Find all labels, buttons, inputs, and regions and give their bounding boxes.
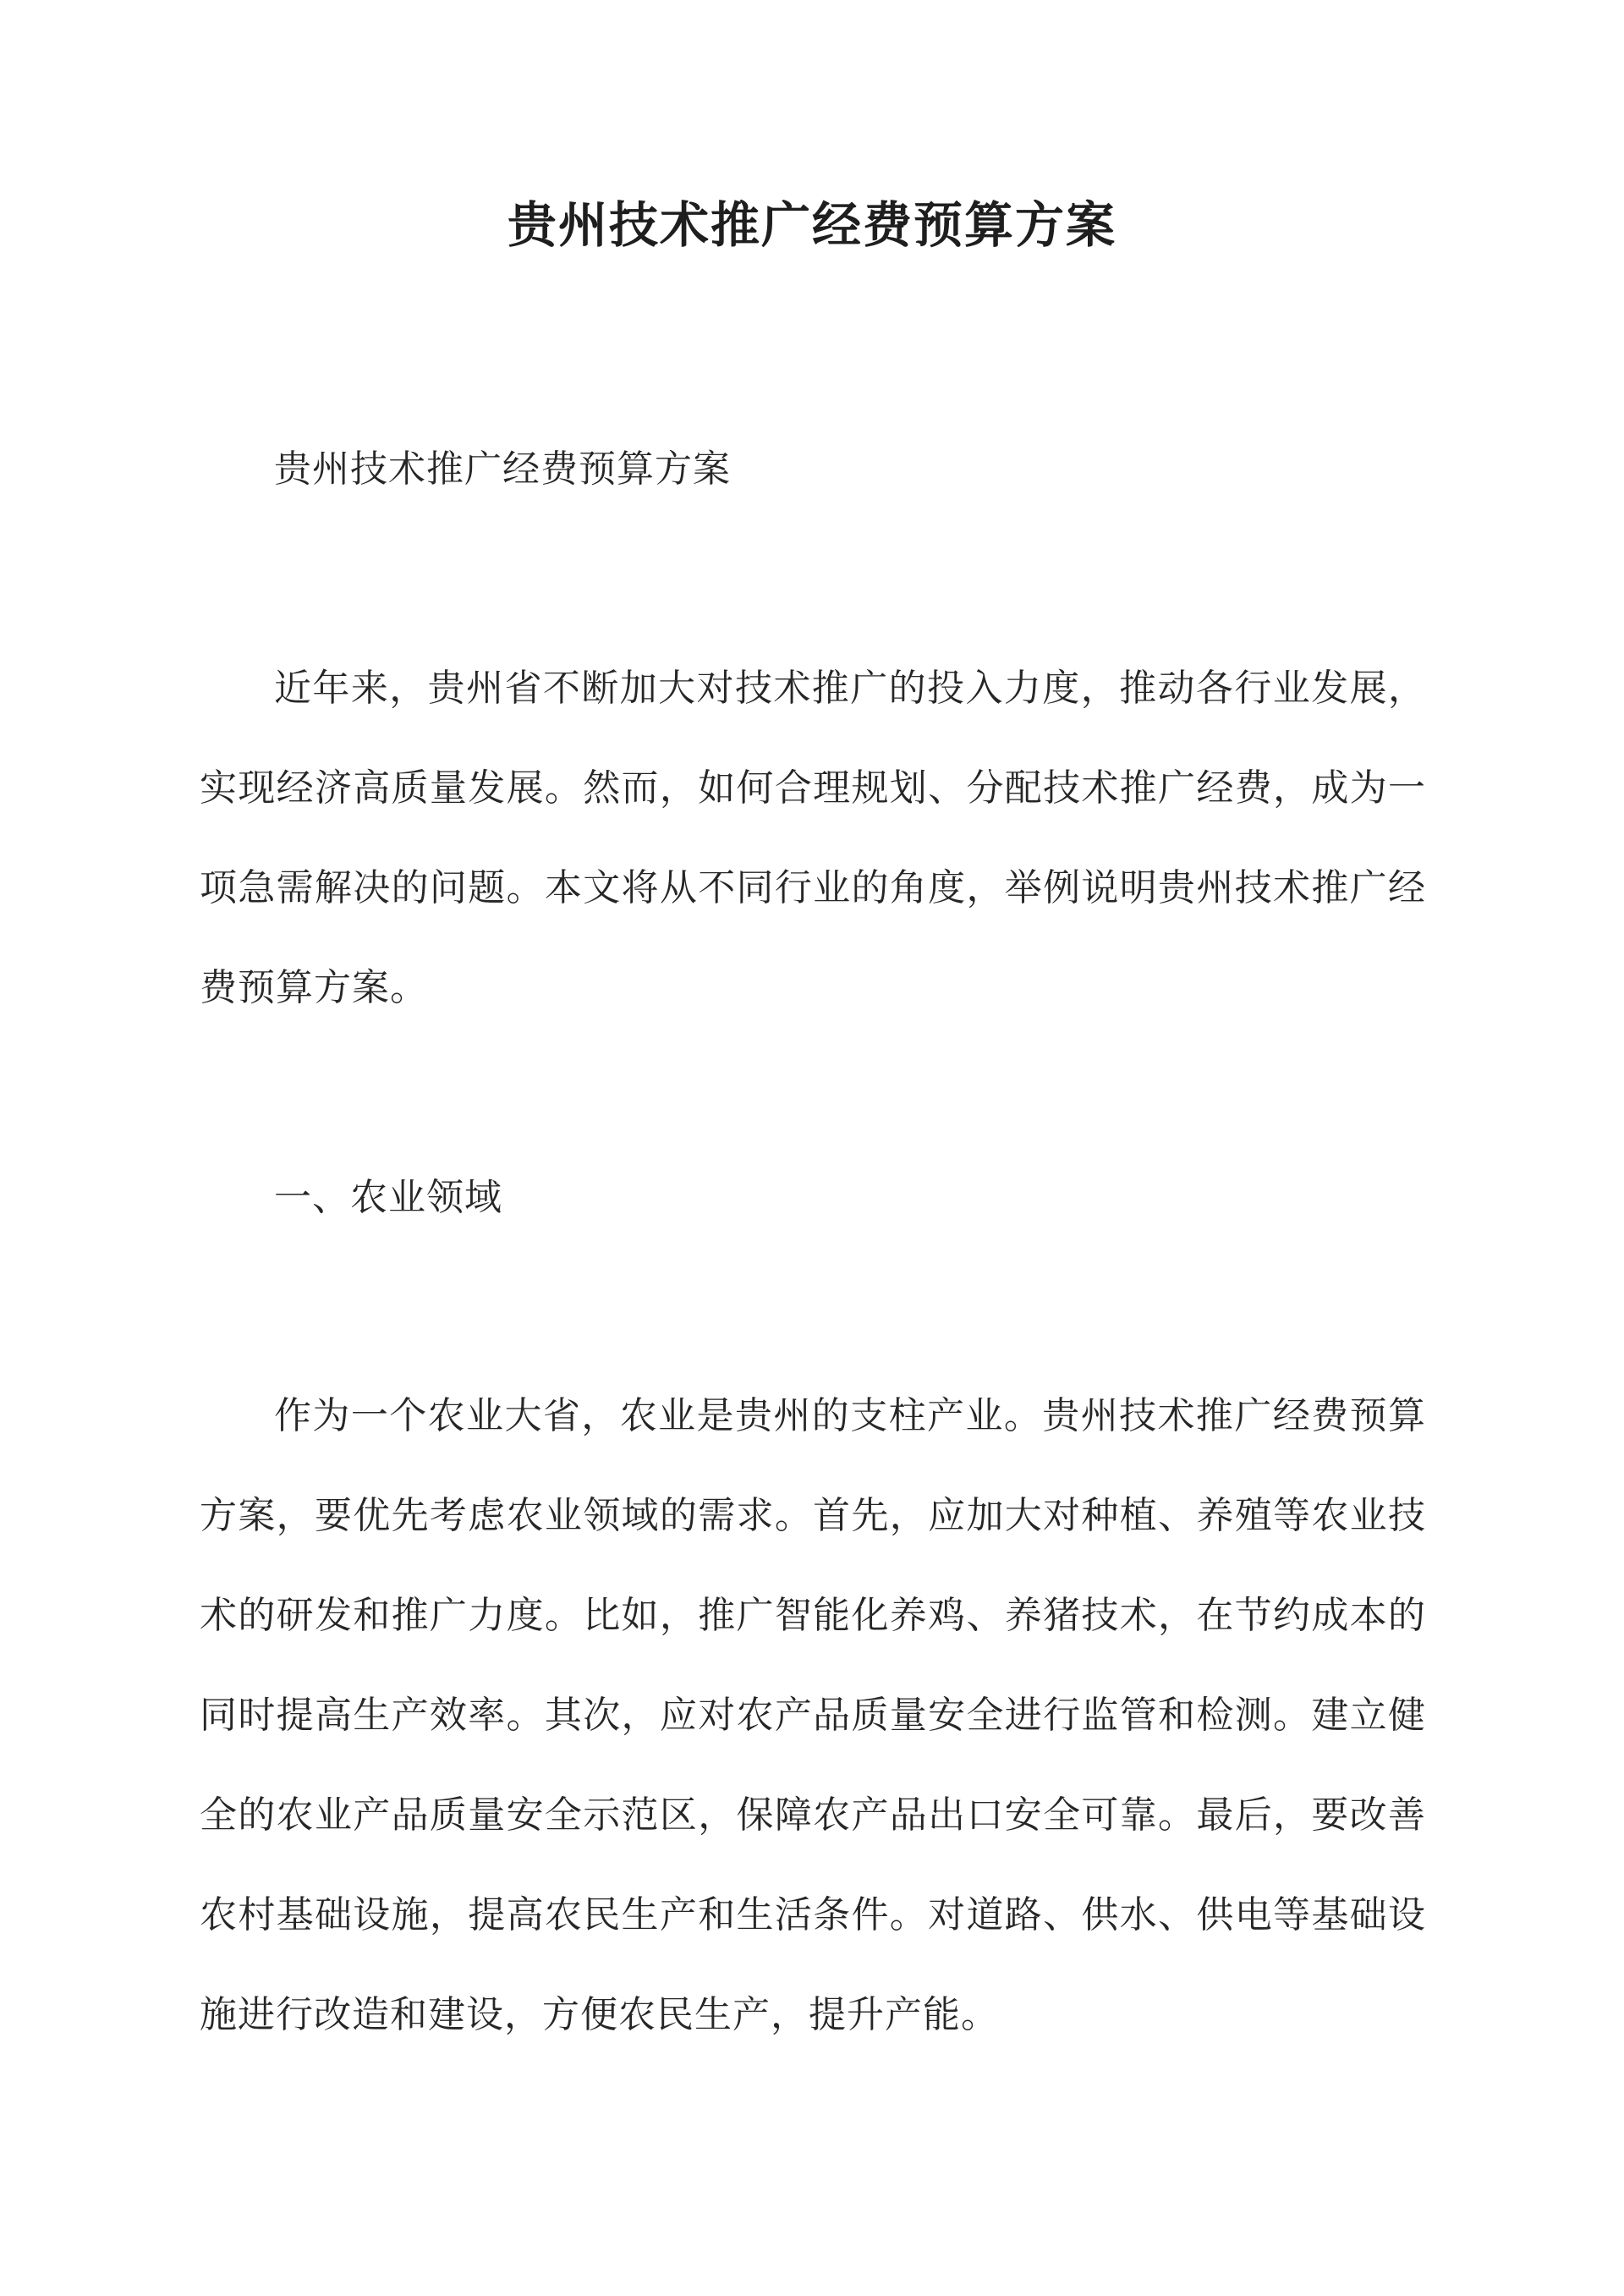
section-heading-agriculture: 一、农业领域 [274, 1176, 502, 1219]
document-subtitle: 贵州技术推广经费预算方案 [274, 448, 731, 491]
document-title: 贵州技术推广经费预算方案 [507, 196, 1116, 254]
intro-paragraph: 近年来，贵州省不断加大对技术推广的投入力度，推动各行业发展，实现经济高质量发展。然而，如何合理规划、分配技术推广经费，成为一项急需解决的问题。本文将从不同行业的角度，举例说明贵州技术推广经费预算方案。 [200, 667, 1426, 1009]
agriculture-paragraph: 作为一个农业大省，农业是贵州的支柱产业。贵州技术推广经费预算方案，要优先考虑农业领域的需求。首先，应加大对种植、养殖等农业技术的研发和推广力度。比如，推广智能化养鸡、养猪技术，在节约成本的同时提高生产效率。其次，应对农产品质量安全进行监管和检测。建立健全的农业产品质量安全示范区，保障农产品出口安全可靠。最后，要改善农村基础设施，提高农民生产和生活条件。对道路、供水、供电等基础设施进行改造和建设，方便农民生产，提升产能。 [200, 1394, 1426, 2036]
